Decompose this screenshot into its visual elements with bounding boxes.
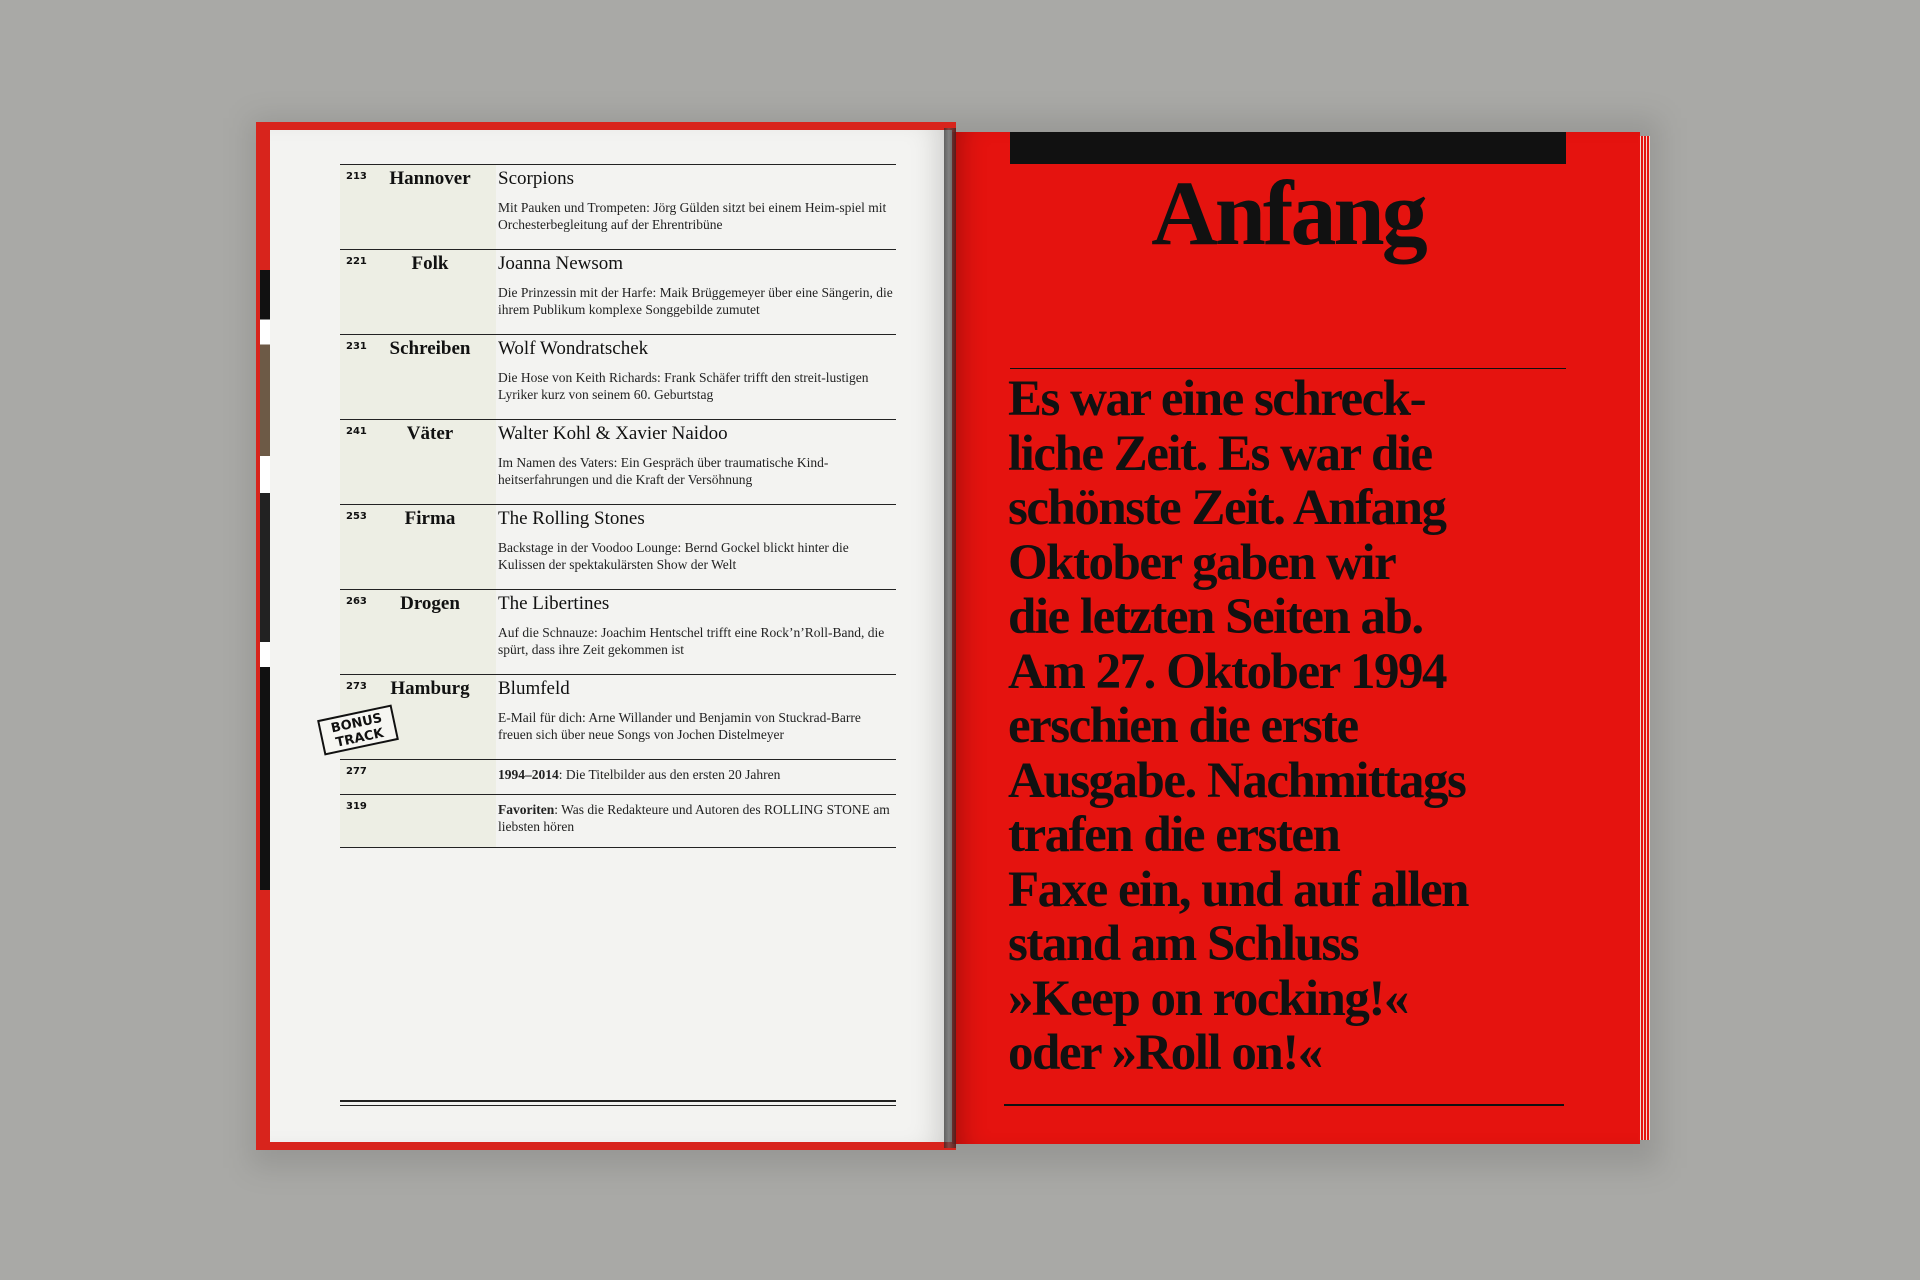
- toc-description: Mit Pauken und Trompeten: Jörg Gülden sitzt bei einem Heim-spiel mit Orchesterbegleitung auf der Ehrentribüne: [498, 200, 887, 232]
- toc-entry[interactable]: [340, 334, 896, 419]
- toc-entry[interactable]: [340, 759, 896, 794]
- toc-description: 1994–2014: Die Titelbilder aus den ersten 20 Jahren: [498, 767, 781, 782]
- page-number: 273: [346, 681, 367, 692]
- page-number: 277: [346, 766, 367, 777]
- toc-title: Blumfeld: [498, 678, 570, 699]
- toc-category: Hannover: [389, 168, 471, 189]
- toc-entry[interactable]: [340, 419, 896, 504]
- page-number: 253: [346, 511, 367, 522]
- toc-title: Wolf Wondratschek: [498, 338, 649, 359]
- toc-category: Schreiben: [389, 338, 471, 359]
- toc-title: The Rolling Stones: [498, 508, 645, 529]
- toc-title: The Libertines: [498, 593, 610, 614]
- divider: [1004, 1104, 1564, 1106]
- page-number: 213: [346, 171, 367, 182]
- toc-category: Folk: [411, 253, 449, 274]
- toc-category: Firma: [404, 508, 456, 529]
- toc-description: Auf die Schnauze: Joachim Hentschel trifft eine Rock’n’Roll-Band, die spürt, dass ihre Zeit gekommen ist: [498, 625, 885, 657]
- toc-description: Die Hose von Keith Richards: Frank Schäfer trifft den streit-lustigen Lyriker kurz von seinem 60. Geburtstag: [498, 370, 869, 402]
- toc-title: Walter Kohl & Xavier Naidoo: [498, 423, 728, 444]
- page-number: 221: [346, 256, 367, 267]
- table-of-contents: [340, 164, 896, 848]
- toc-category: Drogen: [400, 593, 460, 614]
- page-number: 263: [346, 596, 367, 607]
- intro-quote: Es war eine schreck- liche Zeit. Es war die schönste Zeit. Anfang Oktober gaben wir die letzten Seiten ab. Am 27. Oktober 1994 erschien die erste Ausgabe. Nachmittags trafen die ersten Faxe ein, und auf allen stand am Schluss »Keep on rocking!« oder »Roll on!«: [1008, 371, 1468, 1081]
- toc-description: Favoriten: Was die Redakteure und Autoren des ROLLING STONE am liebsten hören: [498, 802, 890, 834]
- page-stack-edge: [1638, 136, 1650, 1140]
- toc-category: Hamburg: [390, 678, 470, 699]
- toc-description: Die Prinzessin mit der Harfe: Maik Brüggemeyer über eine Sängerin, die ihrem Publikum komplexe Songgebilde zumutet: [498, 285, 893, 317]
- page-number: 231: [346, 341, 367, 352]
- toc-category: Väter: [406, 423, 454, 444]
- page-number: 319: [346, 801, 367, 812]
- toc-end-rule: [340, 1100, 896, 1106]
- toc-entry[interactable]: [340, 504, 896, 589]
- toc-description: Im Namen des Vaters: Ein Gespräch über traumatische Kind-heitserfahrungen und die Kraft der Versöhnung: [498, 455, 829, 487]
- toc-entry[interactable]: [340, 249, 896, 334]
- toc-entry[interactable]: [340, 589, 896, 674]
- toc-description: E-Mail für dich: Arne Willander und Benjamin von Stuckrad-Barre freuen sich über neue Songs von Jochen Distelmeyer: [498, 710, 861, 742]
- toc-title: Scorpions: [498, 168, 574, 189]
- toc-entry[interactable]: [340, 674, 896, 759]
- toc-title: Joanna Newsom: [498, 253, 624, 274]
- divider: [1010, 368, 1566, 369]
- book-gutter: [944, 128, 956, 1148]
- toc-entry[interactable]: [340, 164, 896, 249]
- toc-entry[interactable]: [340, 794, 896, 847]
- toc-description: Backstage in der Voodoo Lounge: Bernd Gockel blickt hinter die Kulissen der spektakulärsten Show der Welt: [498, 540, 849, 572]
- page-headline: Anfang: [1151, 162, 1425, 264]
- page-number: 241: [346, 426, 367, 437]
- bonus-track-badge: BONUS TRACK: [317, 704, 399, 755]
